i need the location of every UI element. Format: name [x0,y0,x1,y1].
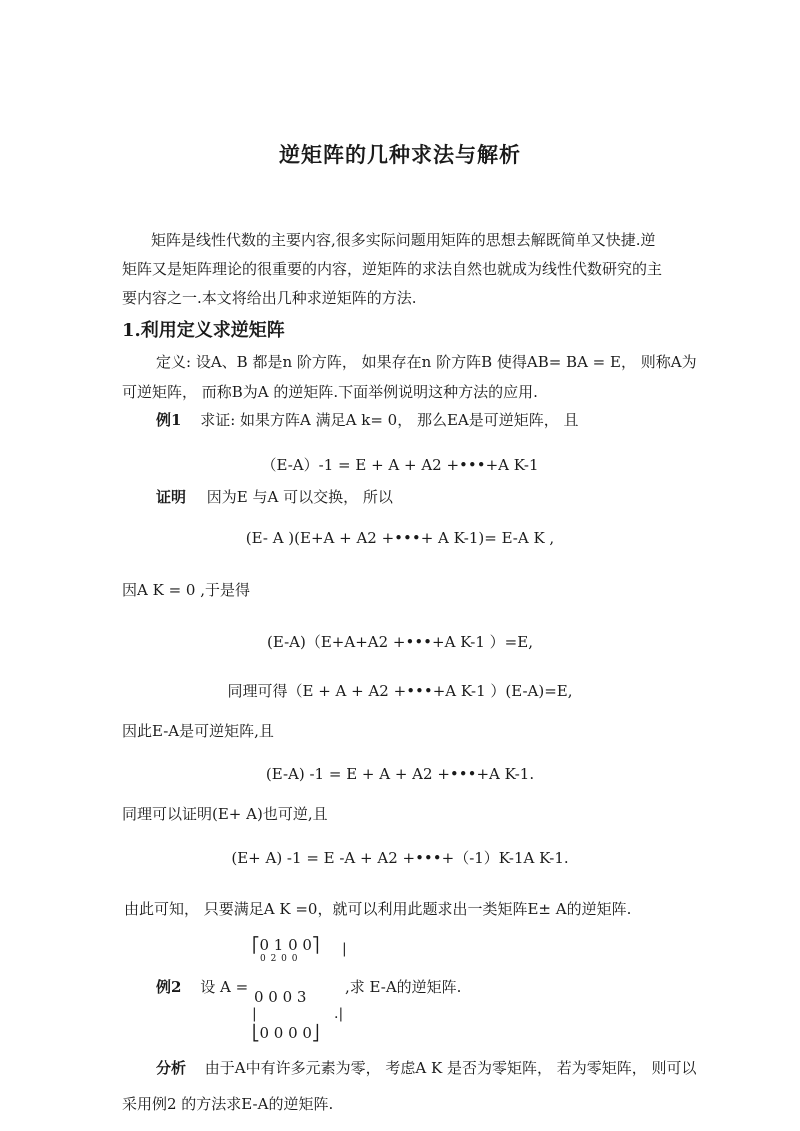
formula-4: 同理可得（E + A + A2 +•••+A K-1 ）(E-A)=E, [227,682,573,700]
example-2-label: 例2 [156,978,182,996]
matrix-row-1-sub: 0 2 0 0 [260,954,299,964]
analysis-line-1: 由于A中有许多元素为零， 考虑A K 是否为零矩阵， 若为零矩阵， 则可以 [204,1059,697,1077]
matrix-mid-left: | [252,1006,257,1022]
conclusion-line: 由此可知， 只要满足A K =0，就可以利用此题求出一类矩阵E± A的逆矩阵. [124,900,632,918]
section-heading-1: 1.利用定义求逆矩阵 [122,320,285,341]
matrix-row-1: ⎡0 1 0 0⎤ [252,936,320,954]
proof-label: 证明 [156,488,187,506]
document-title: 逆矩阵的几种求法与解析 [279,142,521,167]
proof-text: 因为E 与A 可以交换， 所以 [206,488,393,506]
definition-line-1: 定义: 设A、B 都是n 阶方阵， 如果存在n 阶方阵B 使得AB= BA = E， 则称A为 [156,353,697,371]
line-thus: 因此E-A是可逆矩阵,且 [122,722,274,740]
example-2-text-pre: 设 A = [200,978,249,996]
example-1-text: 求证: 如果方阵A 满足A k= 0， 那么EA是可逆矩阵， 且 [200,411,579,429]
proof [156,487,393,507]
matrix-row-1-right: | [342,941,347,957]
formula-6: (E+ A) -1 = E -A + A2 +•••+（-1）K-1A K-1. [231,849,569,867]
matrix-row-4: ⎣0 0 0 0⎦ [252,1024,320,1042]
formula-1: （E-A）-1 = E + A + A2 +•••+A K-1 [261,456,539,474]
example-2-text-post: ,求 E-A的逆矩阵. [345,978,462,996]
line-similar: 同理可以证明(E+ A)也可逆,且 [122,805,328,823]
formula-2: (E- A )(E+A + A2 +•••+ A K-1)= E-A K , [245,529,555,547]
formula-3: (E-A)（E+A+A2 +•••+A K-1 ）=E, [267,633,533,651]
intro-line-3: 要内容之一.本文将给出几种求逆矩阵的方法. [122,289,417,307]
matrix-row-3: 0 0 0 3 [254,988,307,1006]
example-1 [156,410,579,430]
example-2 [156,977,248,997]
analysis-line-2: 采用例2 的方法求E-A的逆矩阵. [122,1095,334,1113]
line-ak-zero: 因A K = 0 ,于是得 [122,581,250,599]
intro-line-2: 矩阵又是矩阵理论的很重要的内容，逆矩阵的求法自然也就成为线性代数研究的主 [122,260,663,278]
definition-line-2: 可逆矩阵， 而称B为A 的逆矩阵.下面举例说明这种方法的应用. [122,383,538,401]
analysis-label: 分析 [156,1059,187,1077]
intro-line-1: 矩阵是线性代数的主要内容,很多实际问题用矩阵的思想去解既简单又快捷.逆 [151,231,656,249]
analysis [156,1058,697,1078]
formula-5: (E-A) -1 = E + A + A2 +•••+A K-1. [265,765,535,783]
matrix-mid-right: .| [334,1006,344,1022]
example-1-label: 例1 [156,411,182,429]
